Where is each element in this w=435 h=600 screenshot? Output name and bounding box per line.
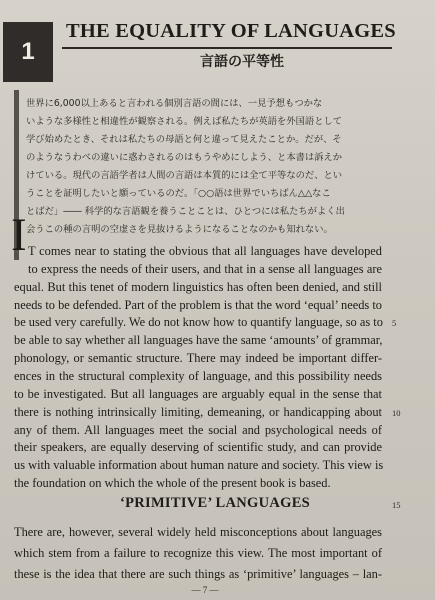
chapter-title: THE EQUALITY OF LANGUAGES — [66, 20, 396, 42]
body-line: T comes near to stating the obvious that all languages have developed — [28, 244, 382, 258]
body-line: needs to be defended. Part of the problem is that the word ‘equal’ needs to — [14, 297, 382, 312]
jp-summary-line: 世界に6,000以上あると言われる個別言語の間には、一見予想もつかな — [26, 98, 323, 109]
body-line: phonology, or semantic structure. There may indeed be important differ- — [14, 351, 382, 366]
body-line: us with valuable information about human nature and society. This view is — [14, 458, 384, 473]
body-line: to express the needs of their users, and that in a sense all languages are — [28, 261, 382, 276]
body-line: be used very carefully. We do not know how to quantify language, so as to — [14, 315, 383, 330]
chapter-subtitle-jp: 言語の平等性 — [200, 54, 284, 70]
page-number: — 7 — — [191, 585, 219, 595]
section-heading: ‘PRIMITIVE’ LANGUAGES — [119, 495, 311, 511]
chapter-number: 1 — [21, 38, 35, 65]
section-line: which stem from a failure to recognize this view. The most important of — [14, 546, 382, 560]
line-number: 10 — [392, 407, 401, 418]
line-number: 5 — [392, 318, 397, 329]
body-line: the foundation on which the whole of the present book is based. — [14, 476, 331, 490]
section-line: There are, however, several widely held misconceptions about languages — [14, 525, 382, 539]
section-line: these is the idea that there are such things as ‘primitive’ languages – lan- — [14, 567, 382, 581]
jp-summary-line: けている。現代の言語学者は人間の言語は本質的には全て平等なのだ、とい — [26, 170, 343, 181]
drop-cap: I — [11, 209, 27, 261]
body-line: any of them. All languages meet the social and psychological needs of — [14, 422, 382, 437]
body-line: ences in the structural complexity of language, and this possibility needs — [14, 368, 382, 383]
jp-summary-line: いような多様性と相違性が観察される。例えば私たちが英語を外国語として — [26, 116, 343, 127]
title-rule — [62, 47, 392, 49]
jp-summary-line: うことを証明したいと願っているのだ。「○○語は世界でいちばん△△なこ — [26, 188, 331, 199]
chapter-number-box — [3, 22, 53, 82]
jp-summary-line: 学び始めたとき、それは私たちの母語と何と違って見えたことか。だが、そ — [26, 134, 342, 145]
line-number: 15 — [392, 500, 401, 510]
jp-summary-line: 会うこの種の言明の空虚さを見抜けるようになることなのかも知れない。 — [26, 224, 333, 235]
body-line: to be investigated. But all languages are arguably equal in the sense that — [14, 386, 382, 401]
body-line: be able to say whether all languages have the same ‘amounts’ of grammar, — [14, 333, 383, 348]
body-line: there is nothing intrinsically limiting, demeaning, or handicapping about — [14, 404, 382, 419]
body-line: equal. But this tenet of modern linguistics has often been denied, and still — [14, 279, 382, 294]
jp-summary-line: とばだ」―― 科学的な言語観を養うことことは、ひとつには私たちがよく出 — [26, 206, 345, 217]
jp-summary-line: のようなうわべの違いに惑わされるのはもうやめにしよう、と本書は訴えか — [26, 152, 343, 163]
body-line: their speakers, are equally deserving of scientific study, and can provide — [14, 440, 382, 455]
